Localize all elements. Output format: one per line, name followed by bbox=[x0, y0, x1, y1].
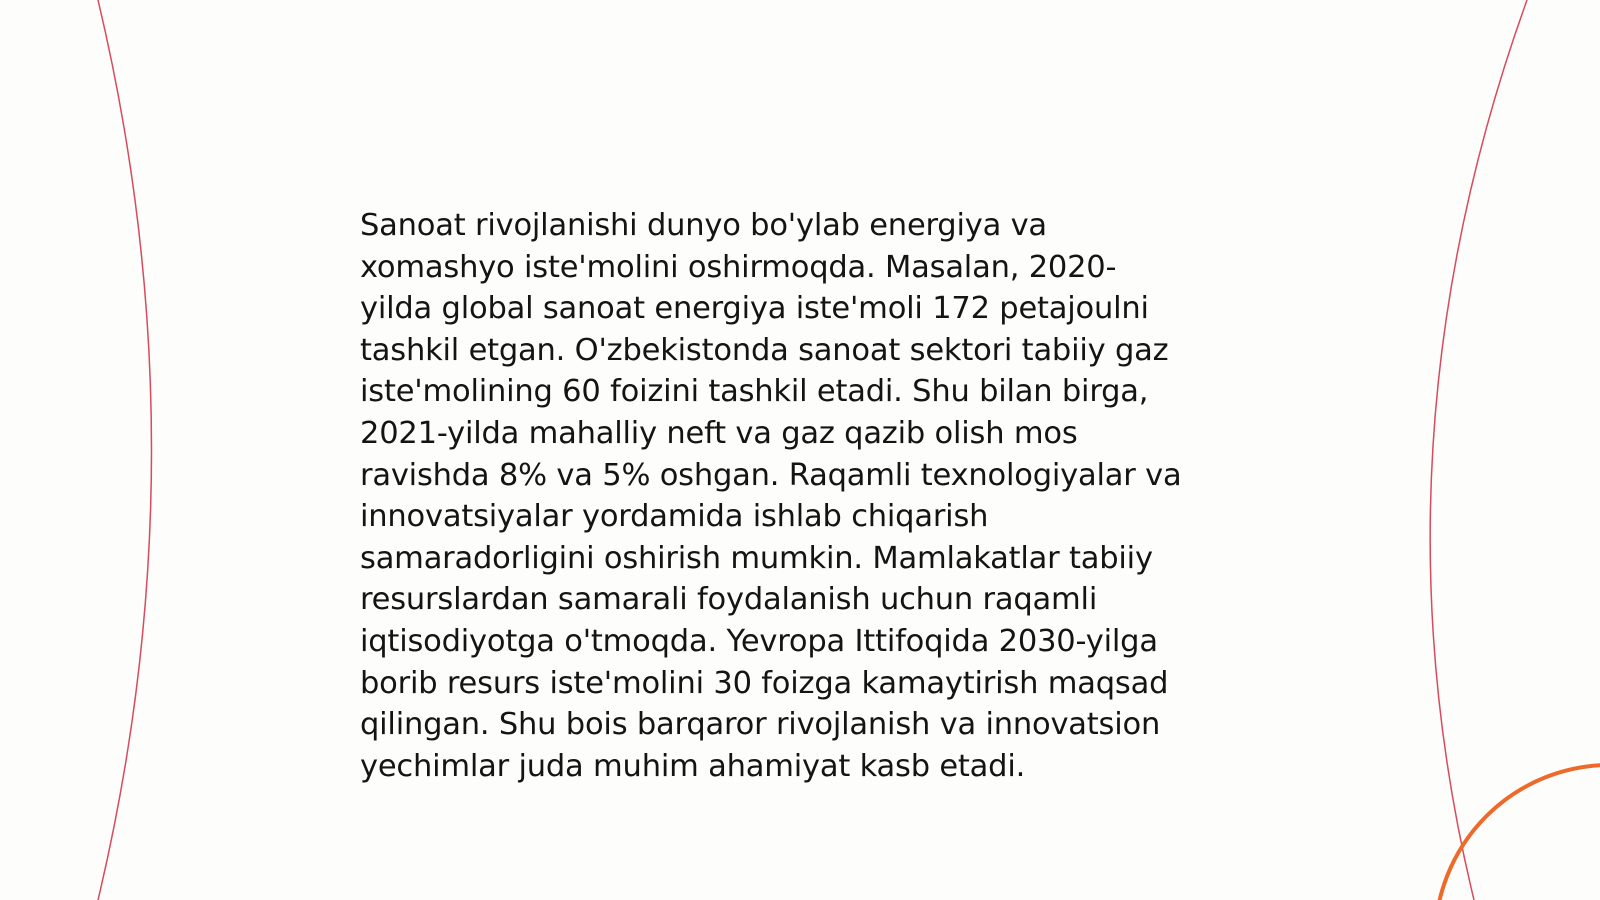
paragraph-line: iste'molining 60 foizini tashkil etadi. Shu bilan birga, bbox=[360, 374, 1149, 410]
paragraph-line: 2021-yilda mahalliy neft va gaz qazib olish mos bbox=[360, 415, 1078, 451]
paragraph-line: xomashyo iste'molini oshirmoqda. Masalan, 2020- bbox=[360, 249, 1117, 285]
paragraph-line: yechimlar juda muhim ahamiyat kasb etadi. bbox=[360, 748, 1026, 784]
body-paragraph bbox=[360, 205, 1240, 787]
paragraph-line: samaradorligini oshirish mumkin. Mamlakatlar tabiiy bbox=[360, 540, 1153, 576]
paragraph-line: iqtisodiyotga o'tmoqda. Yevropa Ittifoqida 2030-yilga bbox=[360, 623, 1158, 659]
left-curve-line bbox=[98, 0, 152, 900]
paragraph-line: yilda global sanoat energiya iste'moli 172 petajoulni bbox=[360, 291, 1149, 327]
paragraph-line: borib resurs iste'molini 30 foizga kamaytirish maqsad bbox=[360, 665, 1169, 701]
paragraph-line: tashkil etgan. O'zbekistonda sanoat sektori tabiiy gaz bbox=[360, 332, 1169, 368]
right-curve-line bbox=[1430, 0, 1527, 900]
paragraph-line: Sanoat rivojlanishi dunyo bo'ylab energiya va bbox=[360, 208, 1047, 243]
paragraph-line: innovatsiyalar yordamida ishlab chiqarish bbox=[360, 499, 989, 535]
paragraph-line: ravishda 8% va 5% oshgan. Raqamli texnologiyalar va bbox=[360, 457, 1182, 493]
paragraph-line: qilingan. Shu bois barqaror rivojlanish va innovatsion bbox=[360, 707, 1161, 743]
paragraph-line: resurslardan samarali foydalanish uchun raqamli bbox=[360, 582, 1098, 618]
